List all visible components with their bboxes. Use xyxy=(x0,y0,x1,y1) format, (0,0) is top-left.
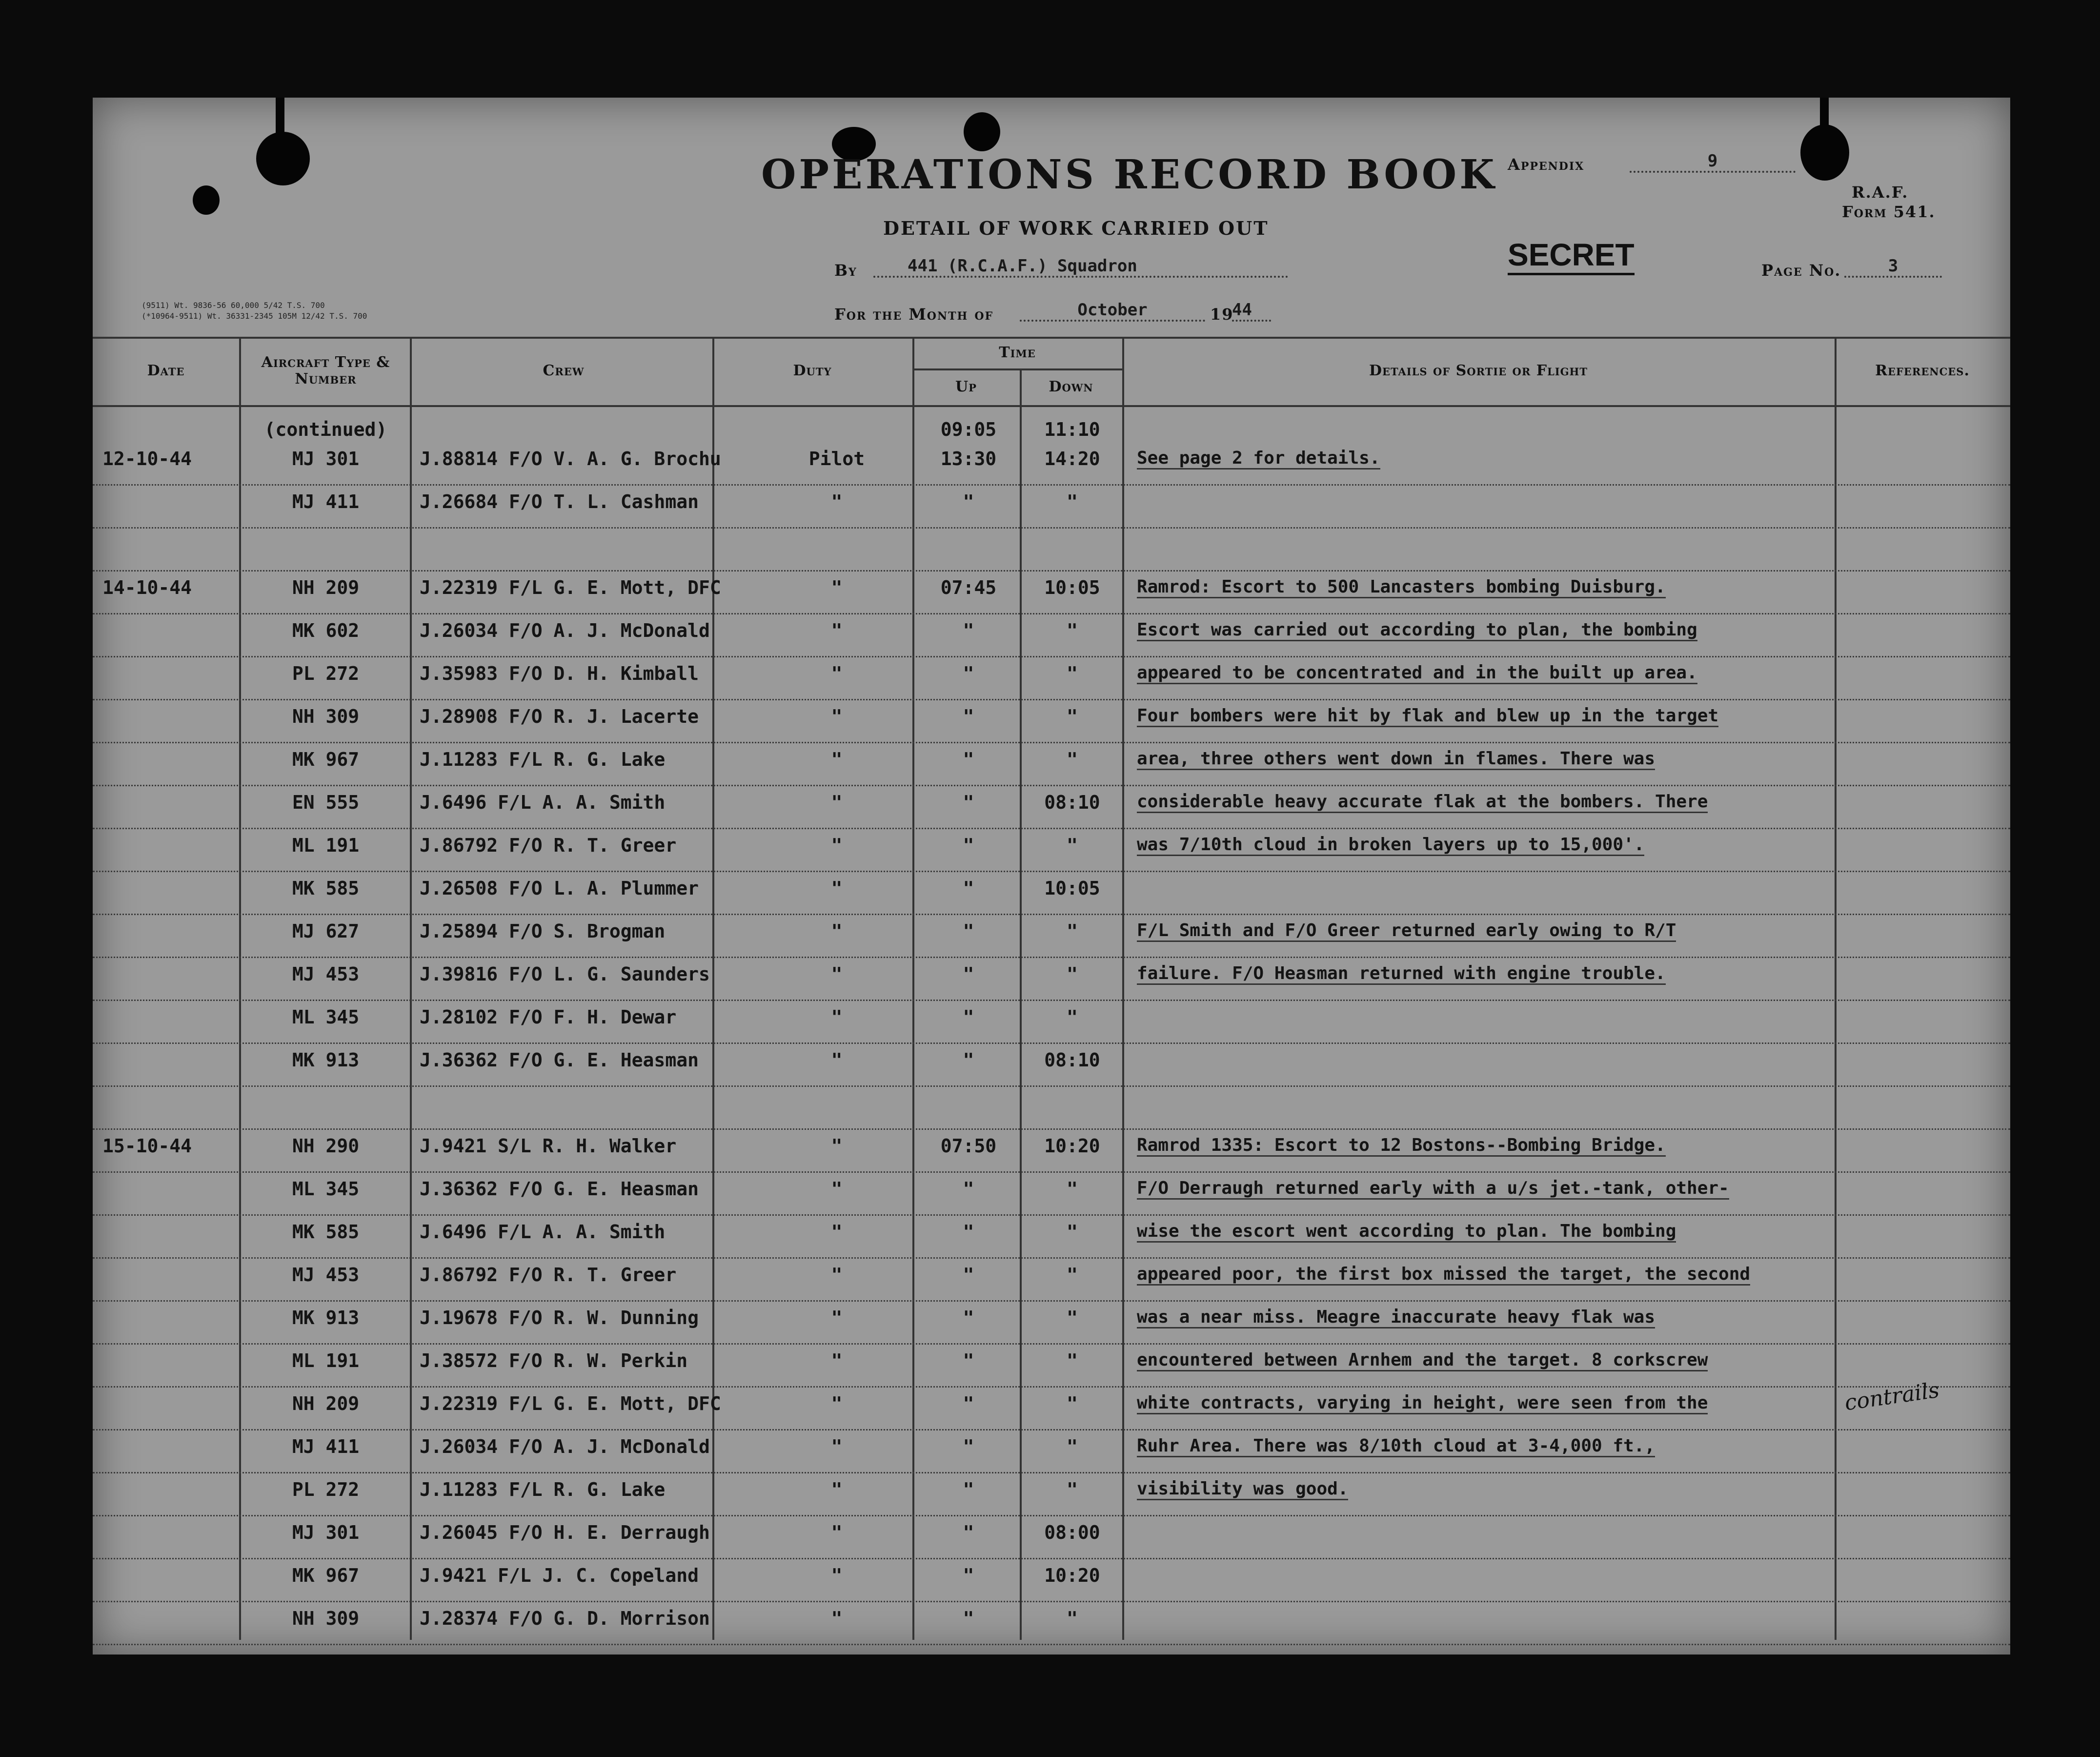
row-rule xyxy=(93,1515,2010,1516)
cell-aircraft: MJ 301 xyxy=(292,448,360,470)
cell-up: " xyxy=(963,1522,974,1543)
cell-duty: " xyxy=(831,1565,843,1586)
cell-up: " xyxy=(963,663,974,684)
cell-down: 14:20 xyxy=(1044,448,1100,470)
row-rule xyxy=(93,1472,2010,1473)
detail-line: white contracts, varying in height, were seen from the xyxy=(1137,1393,1708,1414)
by-label: By xyxy=(834,261,857,280)
detail-line: failure. F/O Heasman returned with engine trouble. xyxy=(1137,963,1666,985)
table-head-rule xyxy=(93,405,2010,407)
cell-crew: J.22319 F/L G. E. Mott, DFC xyxy=(420,1393,721,1414)
cell-duty: " xyxy=(831,1135,843,1157)
row-rule xyxy=(93,1000,2010,1001)
column-header-references: References. xyxy=(1875,362,1970,379)
row-rule xyxy=(93,1214,2010,1216)
detail-line: F/L Smith and F/O Greer returned early owing to R/T xyxy=(1137,920,1676,942)
cell-crew: J.26034 F/O A. J. McDonald xyxy=(420,1436,710,1457)
column-header-time: Time xyxy=(999,344,1036,361)
cell-down: " xyxy=(1067,1006,1078,1028)
detail-line: area, three others went down in flames. There was xyxy=(1137,749,1655,770)
cell-date: 14-10-44 xyxy=(102,577,192,598)
detail-line: Ramrod: Escort to 500 Lancasters bombing Duisburg. xyxy=(1137,577,1666,598)
cell-down: " xyxy=(1067,1393,1078,1414)
cell-crew: J.25894 F/O S. Brogman xyxy=(420,920,666,942)
cell-crew: J.11283 F/L R. G. Lake xyxy=(420,1479,666,1500)
form-subtitle: DETAIL OF WORK CARRIED OUT xyxy=(883,217,1269,239)
cell-duty: " xyxy=(831,1393,843,1414)
punch-hole-left xyxy=(256,132,310,185)
detail-line: appeared to be concentrated and in the built up area. xyxy=(1137,663,1697,684)
detail-line: Ruhr Area. There was 8/10th cloud at 3-4,000 ft., xyxy=(1137,1436,1655,1457)
column-header-date: Date xyxy=(147,362,185,379)
row-rule xyxy=(93,828,2010,829)
cell-down: 10:20 xyxy=(1044,1135,1100,1157)
row-rule xyxy=(93,699,2010,700)
cell-crew: J.6496 F/L A. A. Smith xyxy=(420,1221,666,1243)
cell-up: " xyxy=(963,1565,974,1586)
cell-aircraft: MK 913 xyxy=(292,1307,360,1328)
column-rule xyxy=(912,337,914,1640)
cell-crew: J.28908 F/O R. J. Lacerte xyxy=(420,706,699,727)
cell-aircraft: (continued) xyxy=(264,419,387,440)
cell-up: " xyxy=(963,749,974,770)
cell-aircraft: EN 555 xyxy=(292,792,360,813)
row-rule xyxy=(93,871,2010,872)
record-sheet xyxy=(93,98,2010,1655)
cell-aircraft: MJ 411 xyxy=(292,1436,360,1457)
printer-note-line-1: (9511) Wt. 9836-56 60,000 5/42 T.S. 700 xyxy=(141,301,325,310)
cell-aircraft: MJ 453 xyxy=(292,1264,360,1286)
cell-down: 08:10 xyxy=(1044,1049,1100,1071)
cell-up: " xyxy=(963,1049,974,1071)
cell-duty: " xyxy=(831,1264,843,1286)
appendix-value: 9 xyxy=(1630,151,1796,173)
cell-duty: " xyxy=(831,1006,843,1028)
cell-crew: J.86792 F/O R. T. Greer xyxy=(420,835,677,856)
cell-down: " xyxy=(1067,1221,1078,1243)
row-rule xyxy=(93,1042,2010,1044)
column-rule xyxy=(239,337,241,1640)
row-rule xyxy=(93,570,2010,572)
cell-duty: " xyxy=(831,1522,843,1543)
row-rule xyxy=(93,1601,2010,1602)
cell-down: " xyxy=(1067,491,1078,512)
row-rule xyxy=(93,1085,2010,1087)
cell-crew: J.36362 F/O G. E. Heasman xyxy=(420,1049,699,1071)
detail-line: See page 2 for details. xyxy=(1137,448,1380,470)
cell-crew: J.28102 F/O F. H. Dewar xyxy=(420,1006,677,1028)
punch-hole-mid-b xyxy=(964,112,1000,151)
cell-down: " xyxy=(1067,1436,1078,1457)
cell-down: 08:10 xyxy=(1044,792,1100,813)
cell-crew: J.39816 F/O L. G. Saunders xyxy=(420,963,710,985)
cell-up: " xyxy=(963,620,974,641)
cell-aircraft: MJ 453 xyxy=(292,963,360,985)
detail-line: considerable heavy accurate flak at the bombers. There xyxy=(1137,792,1708,813)
cell-crew: J.9421 F/L J. C. Copeland xyxy=(420,1565,699,1586)
cell-up: " xyxy=(963,491,974,512)
cell-down: " xyxy=(1067,835,1078,856)
row-rule xyxy=(93,742,2010,743)
cell-duty: " xyxy=(831,1178,843,1200)
cell-down: " xyxy=(1067,620,1078,641)
detail-line: was a near miss. Meagre inaccurate heavy flak was xyxy=(1137,1307,1655,1328)
appendix-label: Appendix xyxy=(1508,155,1585,174)
column-header-details: Details of Sortie or Flight xyxy=(1369,362,1588,379)
cell-duty: " xyxy=(831,706,843,727)
column-header-up: Up xyxy=(955,378,977,395)
cell-up: 09:05 xyxy=(940,419,997,440)
cell-down: 11:10 xyxy=(1044,419,1100,440)
form-number: Form 541. xyxy=(1842,203,1936,221)
row-rule xyxy=(93,1558,2010,1559)
cell-crew: J.11283 F/L R. G. Lake xyxy=(420,749,666,770)
cell-crew: J.28374 F/O G. D. Morrison xyxy=(420,1608,710,1629)
cell-down: " xyxy=(1067,1307,1078,1328)
cell-up: " xyxy=(963,963,974,985)
column-header-down: Down xyxy=(1049,378,1093,395)
row-rule xyxy=(93,1644,2010,1645)
detail-line: Four bombers were hit by flak and blew up in the target xyxy=(1137,706,1718,727)
cell-duty: " xyxy=(831,1436,843,1457)
row-rule xyxy=(93,656,2010,657)
form-code: R.A.F. xyxy=(1852,183,1909,202)
cell-crew: J.26508 F/O L. A. Plummer xyxy=(420,878,699,899)
cell-down: 08:00 xyxy=(1044,1522,1100,1543)
column-header-crew: Crew xyxy=(543,362,585,379)
cell-crew: J.88814 F/O V. A. G. Brochu xyxy=(420,448,721,470)
column-rule xyxy=(410,337,412,1640)
column-header-aircraft: Aircraft Type & Number xyxy=(261,354,390,388)
year-prefix: 19 xyxy=(1210,305,1234,324)
cell-up: 07:45 xyxy=(940,577,997,598)
cell-duty: " xyxy=(831,663,843,684)
cell-duty: " xyxy=(831,1350,843,1371)
squadron-value: 441 (R.C.A.F.) Squadron xyxy=(873,256,1288,278)
cell-crew: J.6496 F/L A. A. Smith xyxy=(420,792,666,813)
cell-aircraft: MJ 301 xyxy=(292,1522,360,1543)
cell-aircraft: PL 272 xyxy=(292,1479,360,1500)
cell-crew: J.35983 F/O D. H. Kimball xyxy=(420,663,699,684)
cell-down: " xyxy=(1067,749,1078,770)
row-rule xyxy=(93,1300,2010,1302)
cell-up: " xyxy=(963,792,974,813)
column-rule xyxy=(1835,337,1837,1640)
reference-note: contrails xyxy=(1843,1377,1941,1416)
cell-crew: J.36362 F/O G. E. Heasman xyxy=(420,1178,699,1200)
detail-line: wise the escort went according to plan. The bombing xyxy=(1137,1221,1676,1243)
month-label: For the Month of xyxy=(834,305,994,324)
secret-mark: SECRET xyxy=(1508,237,1635,275)
row-rule xyxy=(93,1429,2010,1430)
cell-up: 13:30 xyxy=(940,448,997,470)
cell-up: 07:50 xyxy=(940,1135,997,1157)
cell-duty: Pilot xyxy=(808,448,865,470)
cell-down: " xyxy=(1067,963,1078,985)
cell-aircraft: NH 209 xyxy=(292,577,360,598)
cell-duty: " xyxy=(831,577,843,598)
cell-down: " xyxy=(1067,1178,1078,1200)
year-value: 44 xyxy=(1232,300,1271,322)
cell-crew: J.22319 F/L G. E. Mott, DFC xyxy=(420,577,721,598)
cell-down: 10:05 xyxy=(1044,577,1100,598)
detail-line: encountered between Arnhem and the target. 8 corkscrew xyxy=(1137,1350,1708,1371)
cell-down: " xyxy=(1067,706,1078,727)
cell-duty: " xyxy=(831,1221,843,1243)
cell-date: 12-10-44 xyxy=(102,448,192,470)
row-rule xyxy=(93,613,2010,614)
page-value: 3 xyxy=(1844,256,1942,278)
cell-aircraft: MK 585 xyxy=(292,1221,360,1243)
cell-crew: J.38572 F/O R. W. Perkin xyxy=(420,1350,688,1371)
cell-date: 15-10-44 xyxy=(102,1135,192,1157)
cell-duty: " xyxy=(831,1479,843,1500)
punch-hole-small-left xyxy=(193,185,220,215)
cell-aircraft: PL 272 xyxy=(292,663,360,684)
cell-up: " xyxy=(963,1436,974,1457)
cell-up: " xyxy=(963,1178,974,1200)
cell-down: " xyxy=(1067,1608,1078,1629)
row-rule xyxy=(93,1343,2010,1345)
cell-down: 10:20 xyxy=(1044,1565,1100,1586)
punch-hole-right xyxy=(1800,124,1849,181)
row-rule xyxy=(93,1128,2010,1130)
cell-aircraft: MK 967 xyxy=(292,1565,360,1586)
column-header-duty: Duty xyxy=(793,362,832,379)
row-rule xyxy=(93,1386,2010,1388)
cell-duty: " xyxy=(831,878,843,899)
page-label: Page No. xyxy=(1761,261,1841,280)
row-rule xyxy=(93,785,2010,786)
cell-crew: J.19678 F/O R. W. Dunning xyxy=(420,1307,699,1328)
detail-line: visibility was good. xyxy=(1137,1479,1348,1500)
cell-up: " xyxy=(963,920,974,942)
detail-line: was 7/10th cloud in broken layers up to 15,000'. xyxy=(1137,835,1644,856)
cell-aircraft: NH 309 xyxy=(292,706,360,727)
cell-aircraft: MK 913 xyxy=(292,1049,360,1071)
cell-up: " xyxy=(963,1307,974,1328)
cell-crew: J.26034 F/O A. J. McDonald xyxy=(420,620,710,641)
cell-aircraft: MK 585 xyxy=(292,878,360,899)
cell-up: " xyxy=(963,1608,974,1629)
cell-duty: " xyxy=(831,963,843,985)
cell-aircraft: MJ 627 xyxy=(292,920,360,942)
row-rule xyxy=(93,914,2010,915)
cell-aircraft: ML 191 xyxy=(292,1350,360,1371)
cell-aircraft: ML 345 xyxy=(292,1178,360,1200)
cell-down: " xyxy=(1067,1479,1078,1500)
cell-down: 10:05 xyxy=(1044,878,1100,899)
cell-crew: J.86792 F/O R. T. Greer xyxy=(420,1264,677,1286)
cell-aircraft: NH 290 xyxy=(292,1135,360,1157)
cell-up: " xyxy=(963,1264,974,1286)
cell-crew: J.9421 S/L R. H. Walker xyxy=(420,1135,677,1157)
cell-down: " xyxy=(1067,663,1078,684)
cell-aircraft: NH 309 xyxy=(292,1608,360,1629)
cell-crew: J.26684 F/O T. L. Cashman xyxy=(420,491,699,512)
printer-note-line-2: (*10964-9511) Wt. 36331-2345 105M 12/42 T.S. 700 xyxy=(141,311,367,321)
form-title: OPERATIONS RECORD BOOK xyxy=(761,151,1497,198)
cell-duty: " xyxy=(831,1049,843,1071)
cell-aircraft: NH 209 xyxy=(292,1393,360,1414)
printer-note xyxy=(141,300,367,322)
cell-duty: " xyxy=(831,920,843,942)
cell-up: " xyxy=(963,1479,974,1500)
detail-line: Escort was carried out according to plan, the bombing xyxy=(1137,620,1697,641)
cell-duty: " xyxy=(831,491,843,512)
cell-duty: " xyxy=(831,792,843,813)
column-rule xyxy=(1020,368,1022,1640)
cell-up: " xyxy=(963,1221,974,1243)
cell-aircraft: ML 345 xyxy=(292,1006,360,1028)
cell-up: " xyxy=(963,835,974,856)
cell-up: " xyxy=(963,1006,974,1028)
cell-up: " xyxy=(963,706,974,727)
row-rule xyxy=(93,484,2010,486)
cell-aircraft: ML 191 xyxy=(292,835,360,856)
cell-up: " xyxy=(963,878,974,899)
cell-down: " xyxy=(1067,920,1078,942)
detail-line: F/O Derraugh returned early with a u/s jet.-tank, other- xyxy=(1137,1178,1729,1200)
cell-up: " xyxy=(963,1350,974,1371)
cell-duty: " xyxy=(831,1608,843,1629)
detail-line: Ramrod 1335: Escort to 12 Bostons--Bombing Bridge. xyxy=(1137,1135,1666,1157)
cell-duty: " xyxy=(831,1307,843,1328)
cell-crew: J.26045 F/O H. E. Derraugh xyxy=(420,1522,710,1543)
cell-aircraft: MJ 411 xyxy=(292,491,360,512)
month-value: October xyxy=(1020,300,1205,322)
cell-duty: " xyxy=(831,620,843,641)
row-rule xyxy=(93,957,2010,958)
detail-line: appeared poor, the first box missed the target, the second xyxy=(1137,1264,1750,1286)
row-rule xyxy=(93,527,2010,529)
cell-duty: " xyxy=(831,835,843,856)
row-rule xyxy=(93,1257,2010,1259)
cell-up: " xyxy=(963,1393,974,1414)
cell-down: " xyxy=(1067,1350,1078,1371)
cell-duty: " xyxy=(831,749,843,770)
row-rule xyxy=(93,1171,2010,1173)
column-rule xyxy=(1122,337,1124,1640)
cell-aircraft: MK 602 xyxy=(292,620,360,641)
cell-aircraft: MK 967 xyxy=(292,749,360,770)
cell-down: " xyxy=(1067,1264,1078,1286)
